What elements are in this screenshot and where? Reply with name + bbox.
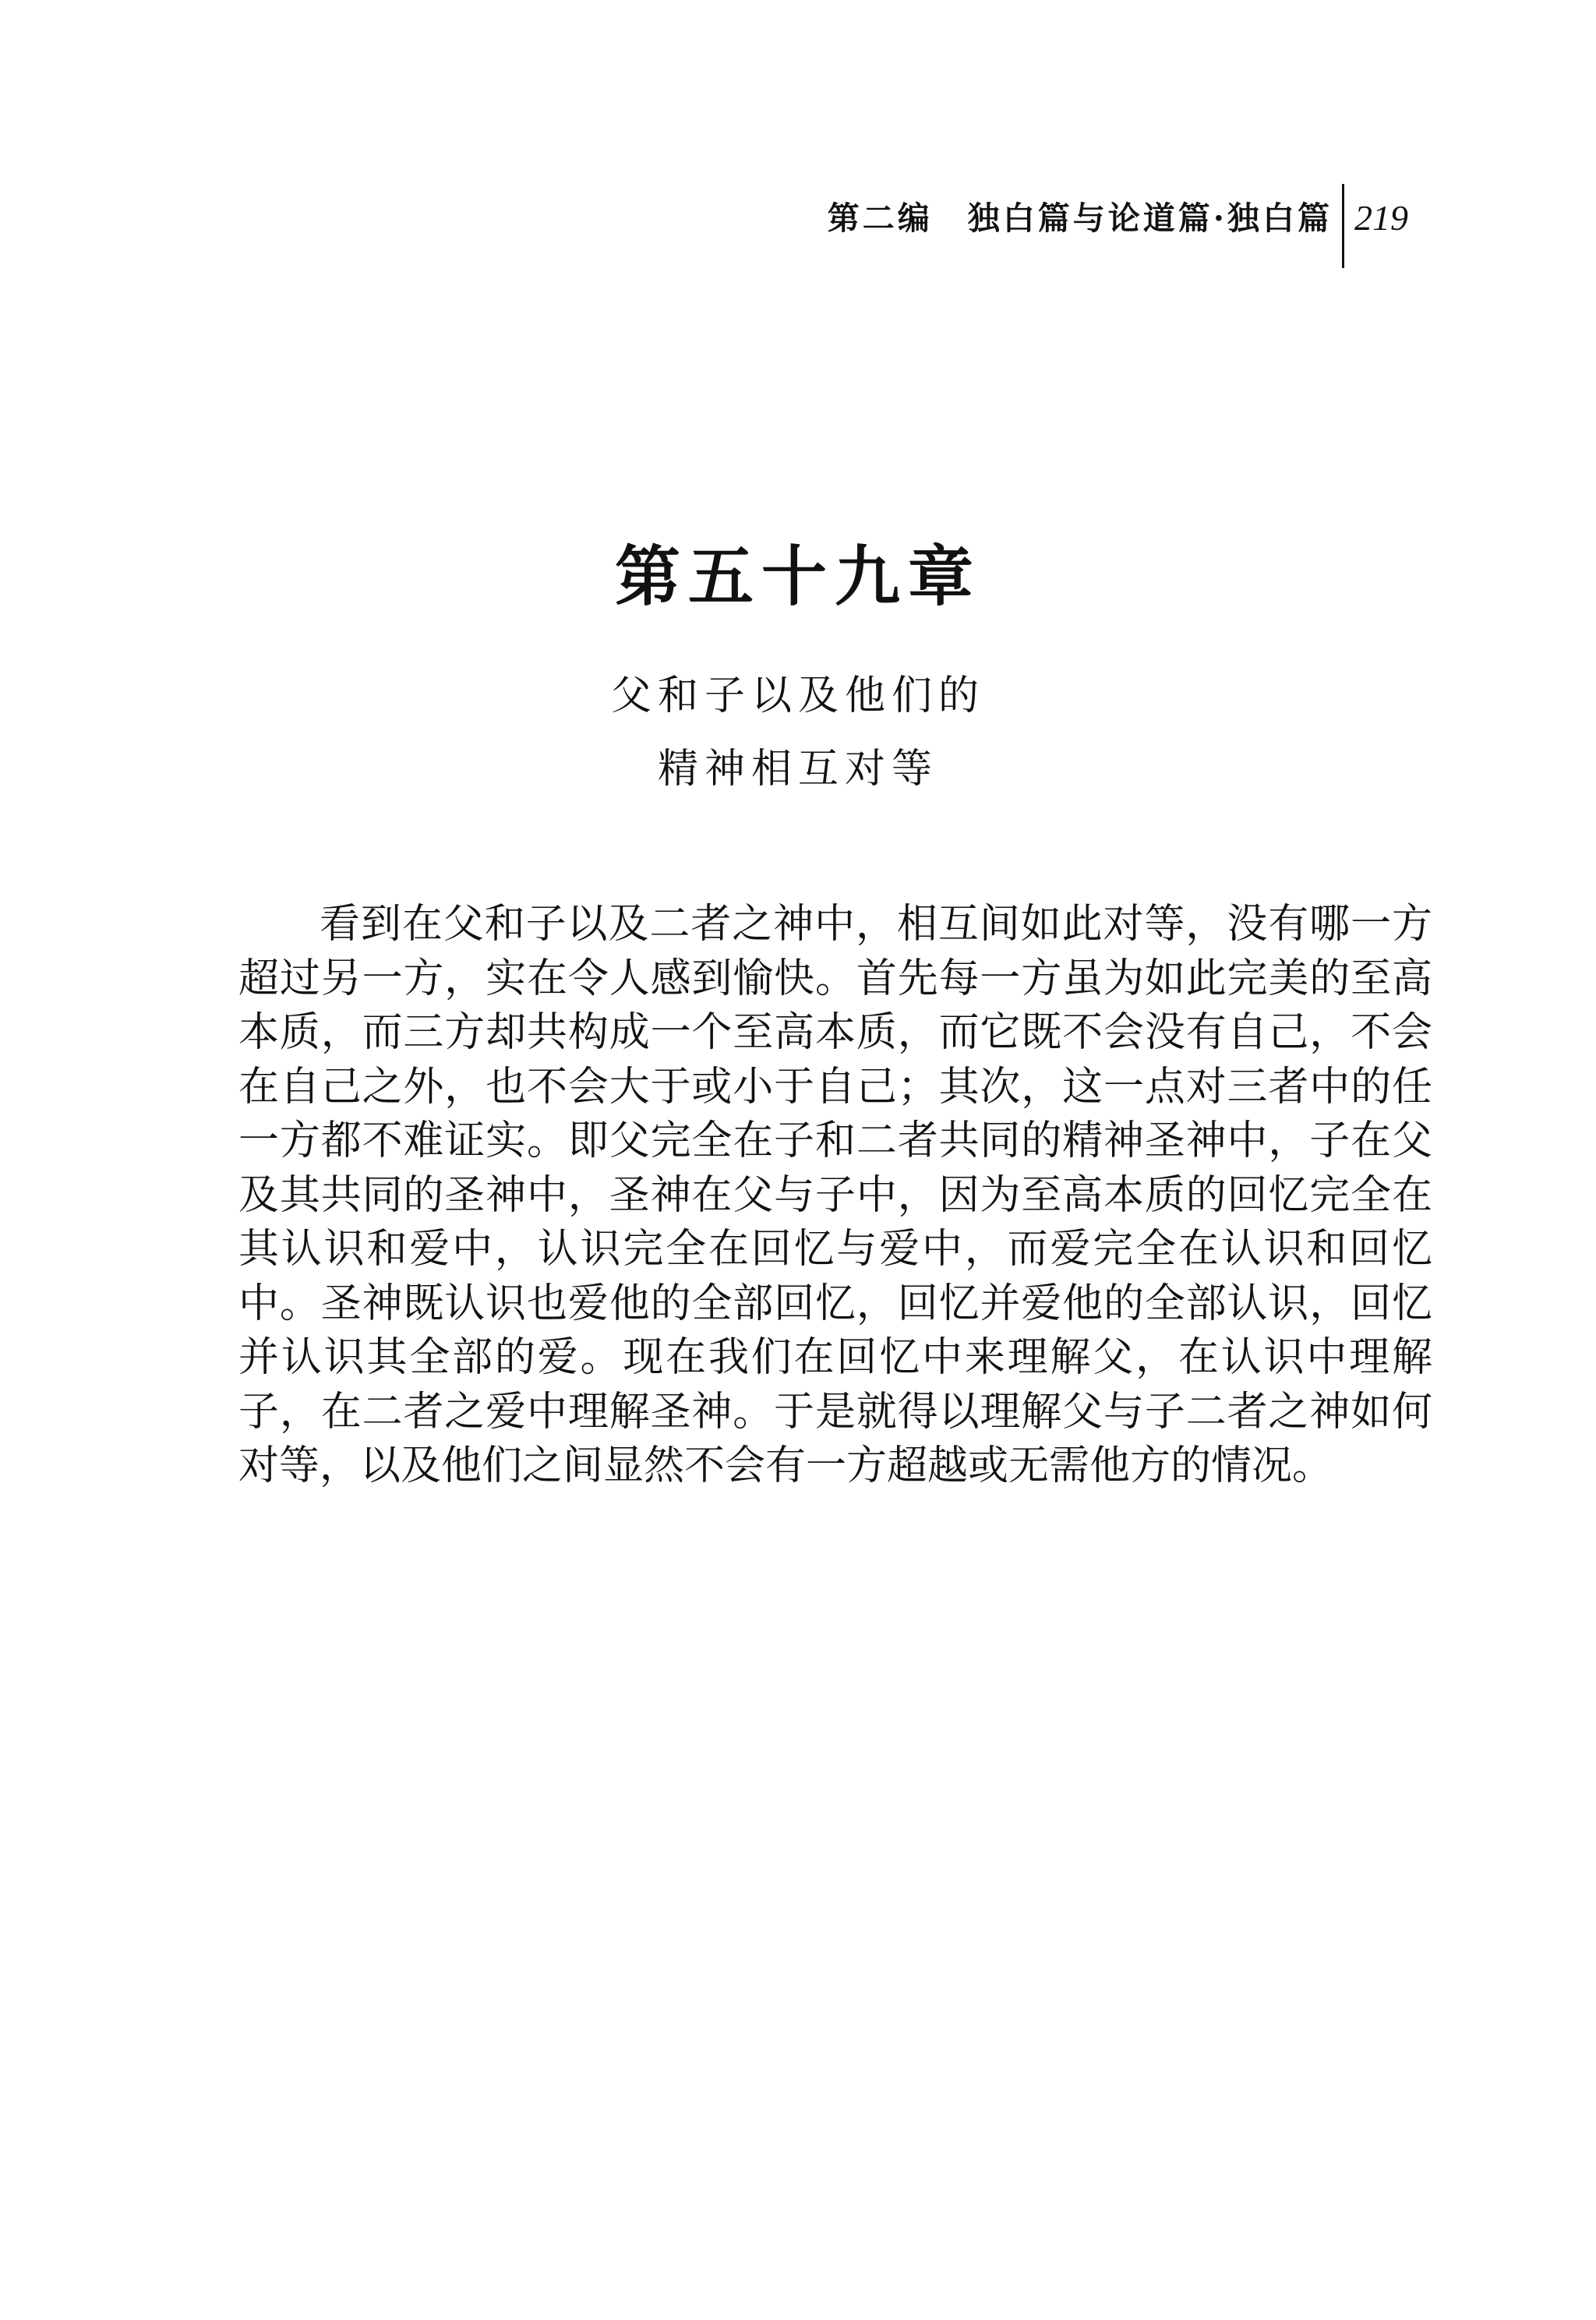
chapter-title: 第五十九章 xyxy=(614,538,981,615)
running-head: 第二编 独白篇与论道篇·独白篇 xyxy=(827,200,1333,237)
header-divider xyxy=(1342,184,1344,268)
body-paragraph: 看到在父和子以及二者之神中，相互间如此对等，没有哪一方超过另一方，实在令人感到愉快。首先每一方虽为如此完美的至高本质，而三方却共构成一个至高本质，而它既不会没有自己，不会在自己之外，也不会大于或小于自己；其次，这一点对三者中的任一方都不难证实。即父完全在子和二者共同的精神圣神中，子在父及其共同的圣神中，圣神在父与子中，因为至高本质的回忆完全在其认识和爱中，认识完全在回忆与爱中，而爱完全在认识和回忆中。圣神既认识也爱他的全部回忆，回忆并爱他的全部认识，回忆并认识其全部的爱。现在我们在回忆中来理解父，在认识中理解子，在二者之爱中理解圣神。于是就得以理解父与子二者之神如何对等，以及他们之间显然不会有一方超越或无需他方的情况。 xyxy=(238,901,1432,1489)
chapter-subtitle-line-1: 父和子以及他们的 xyxy=(610,673,985,719)
page-number: 219 xyxy=(1354,198,1408,238)
chapter-subtitle-line-2: 精神相互对等 xyxy=(657,746,938,793)
